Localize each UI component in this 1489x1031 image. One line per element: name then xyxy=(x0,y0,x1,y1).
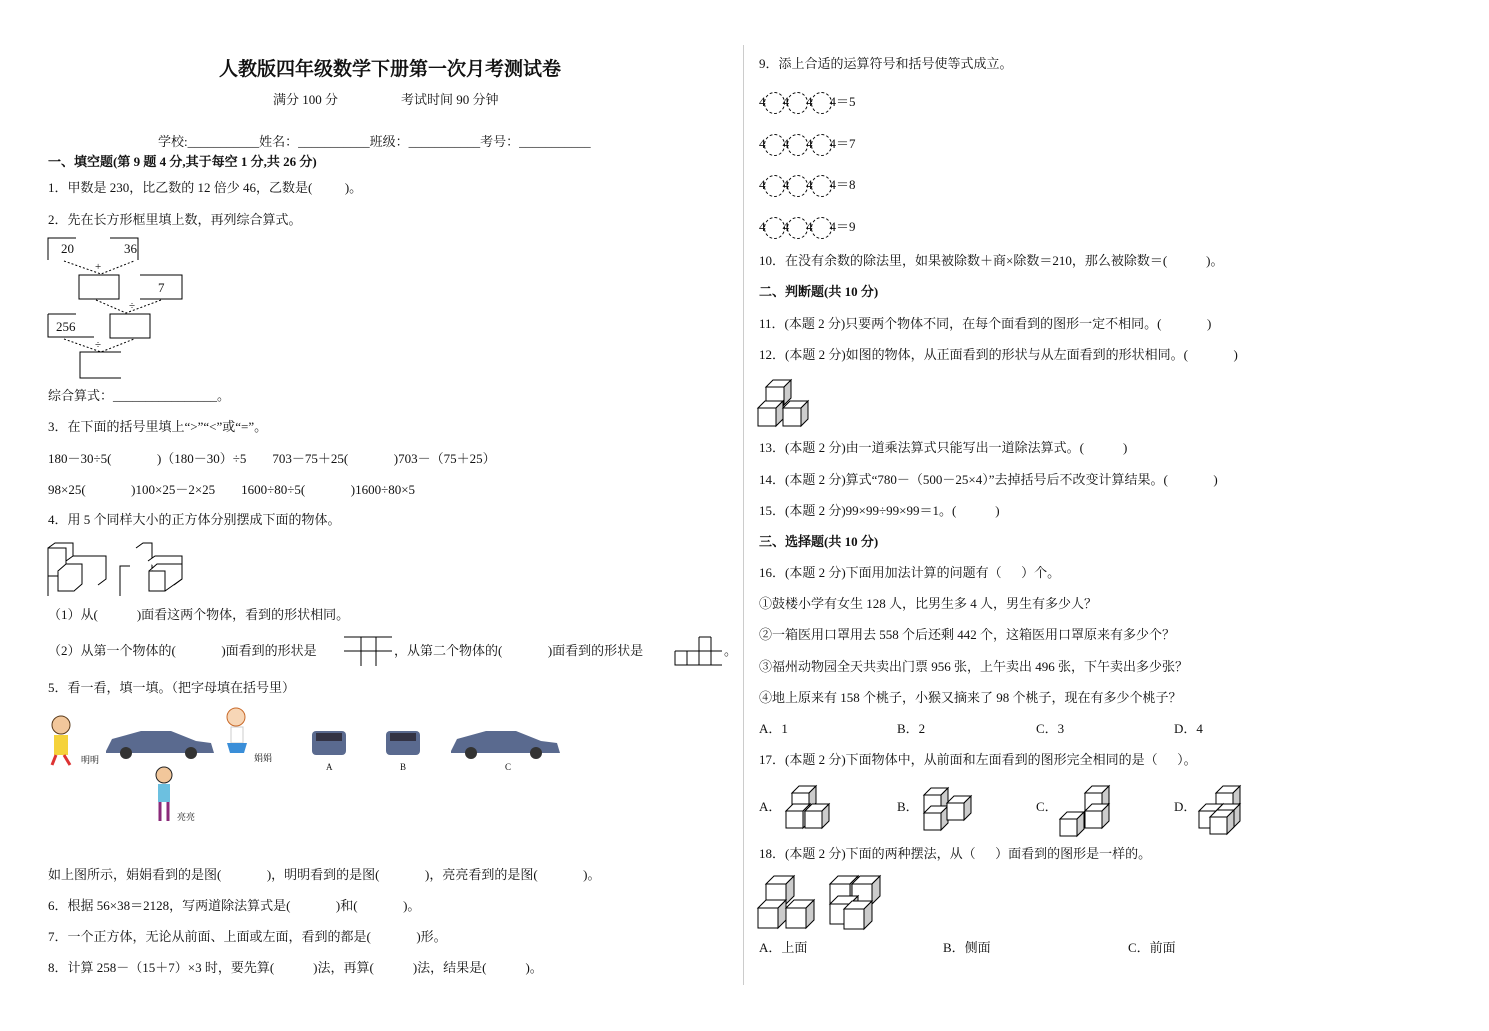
cube xyxy=(805,804,829,828)
question-4: 4．用 5 个同样大小的正方体分别摆成下面的物体。 xyxy=(48,512,341,527)
label-b: B xyxy=(400,762,407,772)
section3-heading: 三、选择题(共 10 分) xyxy=(759,534,879,549)
q9-digit: 4 xyxy=(782,176,789,192)
q9-operator-circle[interactable] xyxy=(787,175,808,197)
cube xyxy=(947,796,971,820)
q9-result: 4＝5 xyxy=(829,93,856,109)
q3-row-2: 98×25( )100×25－2×25 1600÷80÷5( )1600÷80×5 xyxy=(48,482,416,497)
label-a: A xyxy=(326,762,333,772)
q9-result: 4＝8 xyxy=(829,176,856,192)
q4-front-view-shape xyxy=(344,636,394,668)
q9-equation-row xyxy=(759,92,856,114)
q18-figure-2 xyxy=(830,870,892,930)
q9-digit: 4 xyxy=(759,135,766,151)
q9-operator-circle[interactable] xyxy=(764,217,785,239)
q2-number: 7 xyxy=(158,280,165,295)
question-7: 7．一个正方体，无论从前面、上面或左面，看到的都是( )形。 xyxy=(48,929,447,944)
q2-flow-diagram xyxy=(46,236,186,381)
q17-option-c[interactable]: C． xyxy=(1036,799,1058,814)
question-1: 1．甲数是 230，比乙数的 12 倍少 46，乙数是( )。 xyxy=(48,180,363,195)
q2-op: + xyxy=(95,261,102,273)
question-8: 8．计算 258－（15＋7）×3 时，要先算( )法，再算( )法，结果是( )。 xyxy=(48,960,543,975)
q9-digit: 4 xyxy=(782,93,789,109)
q16-item: ④地上原来有 158 个桃子，小猴又摘来了 98 个桃子，现在有多少个桃子？ xyxy=(759,690,1182,705)
q9-operator-circle[interactable] xyxy=(787,92,808,114)
q9-operator-circle[interactable] xyxy=(787,217,808,239)
q17-option-b[interactable]: B． xyxy=(897,799,919,814)
q2-op: ÷ xyxy=(95,339,102,351)
q9-digit: 4 xyxy=(806,93,813,109)
q4-part-2a: （2）从第一个物体的( )面看到的形状是 xyxy=(48,643,317,658)
cube xyxy=(924,806,948,830)
q9-digit: 4 xyxy=(782,218,789,234)
q9-operator-circle[interactable] xyxy=(787,134,808,156)
boy-liangliang-icon xyxy=(156,767,172,821)
boy-mingming-icon xyxy=(52,716,70,765)
q9-operator-circle[interactable] xyxy=(811,217,832,239)
question-9: 9．添上合适的运算符号和括号使等式成立。 xyxy=(759,56,1013,71)
cube xyxy=(1210,810,1234,834)
question-14: 14．(本题 2 分)算式“780－（500－25×4）”去掉括号后不改变计算结果。( ) xyxy=(759,472,1218,487)
question-18: 18．(本题 2 分)下面的两种摆法，从（ ）面看到的图形是一样的。 xyxy=(759,846,1152,861)
q2-number: 36 xyxy=(124,241,137,256)
question-11: 11．(本题 2 分)只要两个物体不同，在每个面看到的图形一定不相同。( ) xyxy=(759,316,1212,331)
q5-picture xyxy=(46,703,566,828)
cube xyxy=(783,401,808,426)
q16-option-b[interactable]: B．2 xyxy=(897,721,926,736)
q9-operator-circle[interactable] xyxy=(764,92,785,114)
exam-time: 考试时间 90 分钟 xyxy=(401,92,499,107)
q2-number: 256 xyxy=(56,319,76,334)
q17-figure-c xyxy=(1060,782,1116,836)
q4-part-1: （1）从( )面看这两个物体，看到的形状相同。 xyxy=(48,607,350,622)
q9-operator-circle[interactable] xyxy=(764,175,785,197)
q9-operator-circle[interactable] xyxy=(811,175,832,197)
question-3: 3．在下面的括号里填上“>”“<”或“=”。 xyxy=(48,419,268,434)
q9-operator-circle[interactable] xyxy=(811,134,832,156)
q17-option-d[interactable]: D． xyxy=(1174,799,1197,814)
q9-digit: 4 xyxy=(782,135,789,151)
student-info-line: 学校:___________姓名：___________班级：___________考号：___________ xyxy=(158,134,591,149)
q18-option-a[interactable]: A．上面 xyxy=(759,940,808,955)
car-rear-icon xyxy=(386,731,420,755)
cube xyxy=(1085,804,1109,828)
q4-side-view-shape xyxy=(674,636,724,668)
cube xyxy=(758,900,786,928)
q17-option-a[interactable]: A． xyxy=(759,799,782,814)
q17-figure-b xyxy=(924,784,980,838)
q16-option-c[interactable]: C．3 xyxy=(1036,721,1065,736)
q18-option-b[interactable]: B．侧面 xyxy=(943,940,991,955)
cube xyxy=(844,901,872,929)
cube xyxy=(786,900,814,928)
question-15: 15．(本题 2 分)99×99÷99×99＝1。( ) xyxy=(759,503,1000,518)
q9-equation-row xyxy=(759,217,856,239)
question-13: 13．(本题 2 分)由一道乘法算式只能写出一道除法算式。( ) xyxy=(759,440,1128,455)
q9-result: 4＝9 xyxy=(829,218,856,234)
q17-figure-a xyxy=(786,782,842,836)
q9-operator-circle[interactable] xyxy=(764,134,785,156)
section2-heading: 二、判断题(共 10 分) xyxy=(759,284,879,299)
q17-figure-d xyxy=(1199,782,1255,836)
q16-item: ③福州动物园全天共卖出门票 956 张，上午卖出 496 张，下午卖出多少张？ xyxy=(759,659,1189,674)
page-title: 人教版四年级数学下册第一次月考测试卷 xyxy=(218,59,561,80)
q9-digit: 4 xyxy=(806,135,813,151)
q18-option-c[interactable]: C．前面 xyxy=(1128,940,1176,955)
q9-digit: 4 xyxy=(759,218,766,234)
car-side-icon xyxy=(106,731,214,759)
q9-digit: 4 xyxy=(806,218,813,234)
label-juanjuan: 娟娟 xyxy=(254,753,273,763)
q16-item: ②一箱医用口罩用去 558 个后还剩 442 个，这箱医用口罩原来有多少个？ xyxy=(759,627,1176,642)
q4-cube-figures xyxy=(46,541,186,597)
question-16: 16．(本题 2 分)下面用加法计算的问题有（ ）个。 xyxy=(759,565,1061,580)
q12-cube-figure xyxy=(758,374,820,430)
car-side-c-icon xyxy=(451,731,560,759)
question-10: 10．在没有余数的除法里，如果被除数＋商×除数＝210，那么被除数＝( )。 xyxy=(759,253,1224,268)
q2-op: ÷ xyxy=(129,300,136,312)
q9-equation-row xyxy=(759,175,856,197)
girl-juanjuan-icon xyxy=(227,708,247,753)
q9-operator-circle[interactable] xyxy=(811,92,832,114)
q16-option-a[interactable]: A．1 xyxy=(759,721,788,736)
question-17: 17．(本题 2 分)下面物体中，从前面和左面看到的图形完全相同的是（ ）。 xyxy=(759,752,1197,767)
q9-digit: 4 xyxy=(806,176,813,192)
question-6: 6．根据 56×38＝2128，写两道除法算式是( )和( )。 xyxy=(48,898,421,913)
section1-heading: 一、填空题(第 9 题 4 分,其于每空 1 分,共 26 分) xyxy=(48,154,317,169)
q9-digit: 4 xyxy=(759,176,766,192)
q2-formula: 综合算式：________________。 xyxy=(48,388,231,403)
full-score: 满分 100 分 xyxy=(273,92,339,107)
label-c: C xyxy=(505,762,512,772)
question-5: 5．看一看，填一填。（把字母填在括号里） xyxy=(48,680,296,695)
q4-part-2b: ，从第二个物体的( )面看到的形状是 xyxy=(394,643,644,658)
q16-item: ①鼓楼小学有女生 128 人，比男生多 4 人，男生有多少人？ xyxy=(759,596,1098,611)
label-mingming: 明明 xyxy=(81,755,100,765)
label-liangliang: 亮亮 xyxy=(177,812,196,822)
question-12: 12．(本题 2 分)如图的物体，从正面看到的形状与从左面看到的形状相同。( ) xyxy=(759,347,1238,362)
q5-answer-line: 如上图所示，娟娟看到的是图( )，明明看到的是图( )，亮亮看到的是图( )。 xyxy=(48,867,601,882)
car-front-icon xyxy=(312,731,346,755)
cube xyxy=(1060,812,1084,836)
column-divider xyxy=(743,45,744,985)
question-2: 2．先在长方形框里填上数，再列综合算式。 xyxy=(48,212,302,227)
q16-option-d[interactable]: D．4 xyxy=(1174,721,1203,736)
q18-figure-1 xyxy=(758,870,820,930)
q9-digit: 4 xyxy=(759,93,766,109)
q2-number: 20 xyxy=(61,241,74,256)
q9-equation-row xyxy=(759,134,856,156)
q3-row-1: 180－30÷5( )（180－30）÷5 703－75＋25( )703－（75＋25） xyxy=(48,451,496,466)
q9-result: 4＝7 xyxy=(829,135,856,151)
q4-part-2c: 。 xyxy=(724,643,738,658)
cube xyxy=(758,401,783,426)
